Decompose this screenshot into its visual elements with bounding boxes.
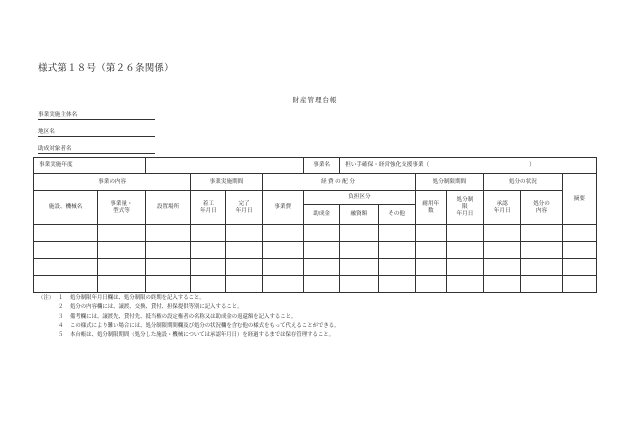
table-cell[interactable] (340, 242, 378, 259)
table-cell[interactable] (415, 242, 446, 259)
field-label: 地区名 (38, 129, 55, 135)
col-subsidy: 助成金 (304, 205, 340, 225)
col-other: その他 (378, 205, 415, 225)
note-item: （注） １ 処分制限年月日欄は、処分制限の終期を記入すること。 (38, 294, 608, 303)
table-cell[interactable] (484, 225, 521, 242)
group-disposal-limit: 処分制限期間 (415, 174, 483, 191)
group-content: 事業の内容 (34, 174, 191, 191)
table-cell[interactable] (562, 225, 596, 242)
table-cell[interactable] (34, 259, 98, 276)
table-cell[interactable] (191, 276, 226, 293)
table-cell[interactable] (446, 276, 483, 293)
group-period: 事業実施期間 (191, 174, 262, 191)
table-cell[interactable] (145, 276, 191, 293)
notes-prefix: （注） (38, 295, 55, 301)
table-cell[interactable] (415, 225, 446, 242)
table-cell[interactable] (304, 225, 340, 242)
table-cell[interactable] (191, 242, 226, 259)
field-label: 助成対象者名 (38, 146, 72, 152)
note-item: ５ 本台帳は、処分制限期間（処分した施設・機械については承認年月日）を経過するまでは保存管理すること。 (58, 332, 335, 339)
table-cell[interactable] (304, 242, 340, 259)
table-row (34, 225, 597, 242)
col-qty-type: 事業量・ 型式等 (98, 191, 146, 225)
project-name-label: 事業名 (304, 158, 340, 174)
col-end: 完了 年月日 (226, 191, 262, 225)
table-cell[interactable] (34, 276, 98, 293)
table-cell[interactable] (521, 225, 562, 242)
table-row (34, 242, 597, 259)
table-cell[interactable] (521, 242, 562, 259)
table-cell[interactable] (378, 276, 415, 293)
col-facility: 施設、機械名 (34, 191, 98, 225)
table-cell[interactable] (446, 242, 483, 259)
col-useful-life: 耐用年 数 (415, 191, 446, 225)
project-name-close: ） (529, 162, 535, 168)
table-cell[interactable] (262, 242, 303, 259)
col-project-cost: 事業費 (262, 191, 303, 225)
col-remarks: 摘要 (562, 174, 596, 225)
table-row (34, 259, 597, 276)
note-item: ２ 処分の内容欄には、譲渡、交換、貸付、担保提供等別に記入すること。 (58, 304, 243, 311)
table-cell[interactable] (446, 225, 483, 242)
table-cell[interactable] (145, 242, 191, 259)
table-cell[interactable] (378, 259, 415, 276)
table-cell[interactable] (378, 242, 415, 259)
table-cell[interactable] (98, 242, 146, 259)
table-cell[interactable] (340, 225, 378, 242)
project-name-text: 担い手確保・経営強化支援事業（ (345, 162, 430, 168)
document-title: 財産管理台帳 (292, 96, 338, 104)
table-cell[interactable] (98, 225, 146, 242)
table-cell[interactable] (484, 242, 521, 259)
table-cell[interactable] (226, 225, 262, 242)
fiscal-year-label: 事業実施年度 (34, 158, 146, 174)
field-subsidy-recipient[interactable] (38, 145, 155, 154)
field-label: 事業実施主体名 (38, 112, 78, 118)
table-cell[interactable] (304, 259, 340, 276)
table-cell[interactable] (226, 276, 262, 293)
col-financing: 融資額 (340, 205, 378, 225)
notes-section (38, 294, 608, 340)
col-limit-date: 処分制 限 年月日 (446, 191, 483, 225)
table-cell[interactable] (226, 259, 262, 276)
table-cell[interactable] (521, 259, 562, 276)
table-cell[interactable] (98, 259, 146, 276)
note-item: ４ この様式により難い場合には、処分制限期間欄及び処分の状況欄を含む他の様式をもって代えることができる。 (58, 322, 340, 329)
table-cell[interactable] (562, 242, 596, 259)
table-cell[interactable] (304, 276, 340, 293)
table-cell[interactable] (34, 225, 98, 242)
table-row (34, 276, 597, 293)
col-approval-date: 承認 年月日 (484, 191, 521, 225)
table-cell[interactable] (226, 242, 262, 259)
table-cell[interactable] (98, 276, 146, 293)
col-location: 設置場所 (145, 191, 191, 225)
table-cell[interactable] (484, 276, 521, 293)
col-disposal-detail: 処分の 内容 (521, 191, 562, 225)
table-cell[interactable] (191, 259, 226, 276)
table-cell[interactable] (145, 225, 191, 242)
col-burden: 負担区分 (304, 191, 416, 205)
group-cost: 経費の配分 (262, 174, 415, 191)
table-cell[interactable] (415, 276, 446, 293)
table-cell[interactable] (340, 276, 378, 293)
property-ledger-table (33, 157, 597, 293)
group-disposal-status: 処分の状況 (484, 174, 563, 191)
col-start: 着工 年月日 (191, 191, 226, 225)
table-cell[interactable] (262, 276, 303, 293)
table-cell[interactable] (562, 276, 596, 293)
project-name-value[interactable] (340, 158, 597, 174)
field-district[interactable] (38, 128, 155, 137)
table-cell[interactable] (446, 259, 483, 276)
table-cell[interactable] (145, 259, 191, 276)
table-cell[interactable] (34, 242, 98, 259)
table-cell[interactable] (415, 259, 446, 276)
form-number: 様式第１８号（第２６条関係） (38, 63, 174, 74)
table-cell[interactable] (521, 276, 562, 293)
table-cell[interactable] (340, 259, 378, 276)
table-cell[interactable] (562, 259, 596, 276)
table-cell[interactable] (191, 225, 226, 242)
table-cell[interactable] (262, 259, 303, 276)
table-cell[interactable] (484, 259, 521, 276)
note-item: ３ 備考欄には、譲渡先、貸付先、抵当権の設定権者の名称又は助成金の返還額を記入すること。 (58, 313, 297, 320)
field-implementing-body[interactable] (38, 111, 155, 120)
table-cell[interactable] (378, 225, 415, 242)
fiscal-year-value[interactable] (145, 158, 303, 174)
table-cell[interactable] (262, 225, 303, 242)
